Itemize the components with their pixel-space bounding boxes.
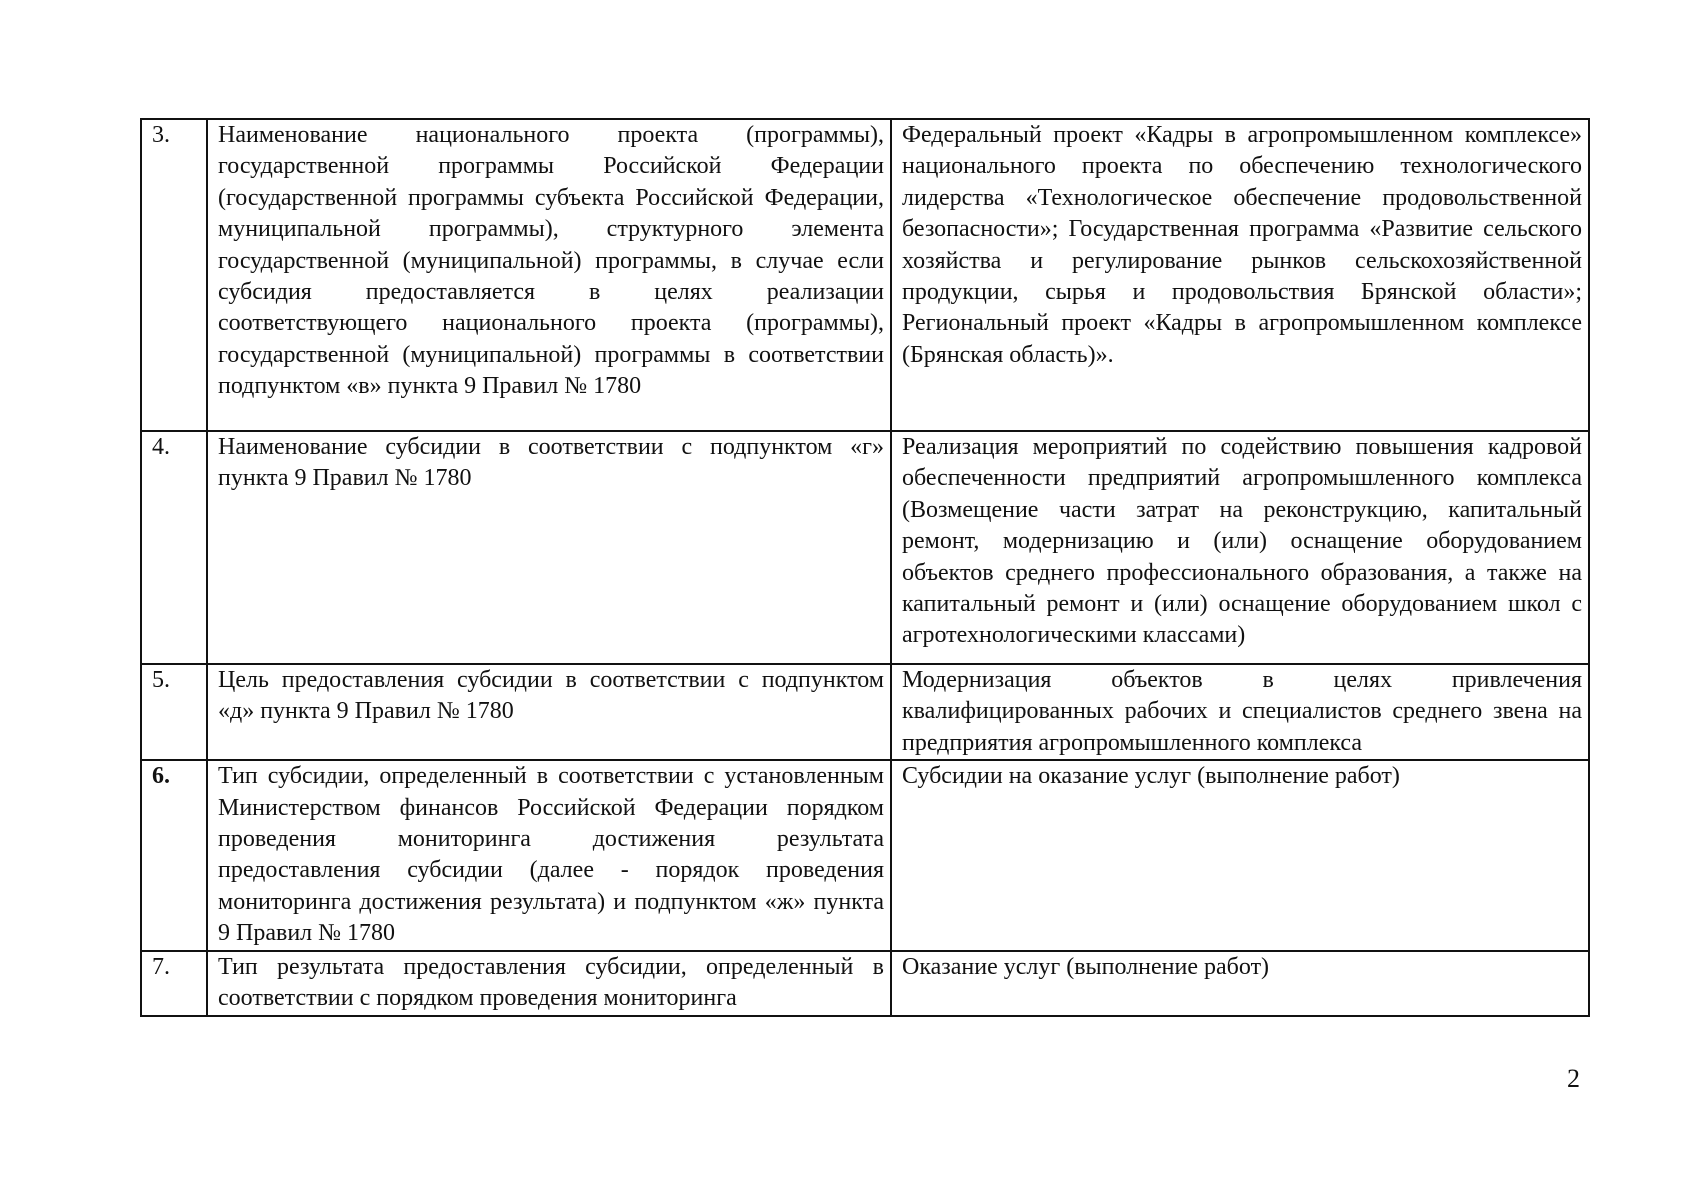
row-value: Субсидии на оказание услуг (выполнение работ) [891, 760, 1589, 950]
table-row [141, 760, 1589, 950]
row-value: Оказание услуг (выполнение работ) [891, 951, 1589, 1016]
row-label: Наименование национального проекта (программы), государственной программы Российской Федерации (государственной программы субъекта Российской Федерации, муниципальной программы), структурного элемента государственной (муниципальной) программы, в случае если субсидия предоставляется в целях реализации соответствующего национального проекта (программы), государственной (муниципальной) программы в соответствии подпунктом «в» пункта 9 Правил № 1780 [207, 119, 891, 431]
row-number: 3. [141, 119, 207, 431]
row-number: 4. [141, 431, 207, 664]
table-row [141, 664, 1589, 760]
row-label: Тип субсидии, определенный в соответствии с установленным Министерством финансов Российской Федерации порядком проведения мониторинга достижения результата предоставления субсидии (далее - порядок проведения мониторинга достижения результата) и подпунктом «ж» пункта 9 Правил № 1780 [207, 760, 891, 950]
row-number: 5. [141, 664, 207, 760]
row-number: 7. [141, 951, 207, 1016]
row-label: Тип результата предоставления субсидии, определенный в соответствии с порядком проведения мониторинга [207, 951, 891, 1016]
row-label: Цель предоставления субсидии в соответствии с подпунктом «д» пункта 9 Правил № 1780 [207, 664, 891, 760]
row-label: Наименование субсидии в соответствии с подпунктом «г» пункта 9 Правил № 1780 [207, 431, 891, 664]
table-row [141, 431, 1589, 664]
row-value: Модернизация объектов в целях привлечения квалифицированных рабочих и специалистов среднего звена на предприятия агропромышленного комплекса [891, 664, 1589, 760]
page-number: 2 [1567, 1064, 1580, 1093]
row-number: 6. [141, 760, 207, 950]
table-row [141, 951, 1589, 1016]
subsidy-info-table [140, 118, 1590, 1017]
table-row [141, 119, 1589, 431]
row-value: Реализация мероприятий по содействию повышения кадровой обеспеченности предприятий агропромышленного комплекса (Возмещение части затрат на реконструкцию, капитальный ремонт, модернизацию и (или) оснащение оборудованием объектов среднего профессионального образования, а также на капитальный ремонт и (или) оснащение оборудованием школ с агротехнологическими классами) [891, 431, 1589, 664]
row-value: Федеральный проект «Кадры в агропромышленном комплексе» национального проекта по обеспечению технологического лидерства «Технологическое обеспечение продовольственной безопасности»; Государственная программа «Развитие сельского хозяйства и регулирование рынков сельскохозяйственной продукции, сырья и продовольствия Брянской области»; Региональный проект «Кадры в агропромышленном комплексе (Брянская область)». [891, 119, 1589, 431]
